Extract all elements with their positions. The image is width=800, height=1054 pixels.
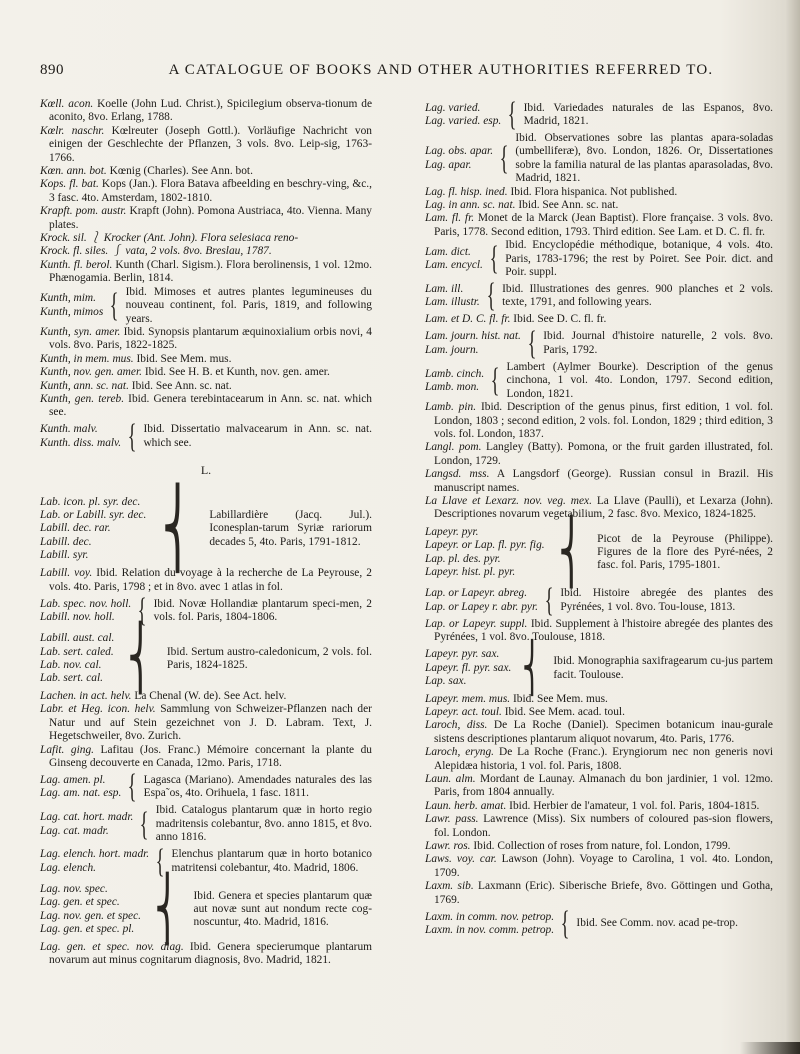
catalogue-entry — [425, 800, 773, 813]
abbreviation: Lapeyr. hist. pl. pyr. — [425, 566, 516, 579]
catalogue-entry — [40, 205, 372, 232]
abbreviation: Kunth, in mem. mus. — [40, 352, 134, 365]
catalogue-entry-group — [425, 324, 773, 362]
abbreviation: Lam. ill. — [425, 283, 464, 296]
catalogue-entry-group — [425, 239, 773, 279]
entry-description: Ibid. Collection of roses from nature, fol. London, 1799. — [470, 840, 731, 853]
catalogue-entry-group — [40, 417, 372, 455]
abbreviation: Lap. or Lapey r. abr. pyr. — [425, 600, 538, 613]
catalogue-entry — [425, 840, 773, 853]
entry-description: Ibid. Encyclopédie méthodique, botanique, 4 vols. 4to. Paris, 1783-1796; the rest by Poiret. See Poir. dict. and Poir. suppl. — [505, 239, 773, 279]
abbreviation: Lag. obs. apar. — [425, 145, 494, 158]
entry-description: A Langsdorf (George). Russian consul in Brazil. His manuscript names. — [434, 468, 773, 494]
entry-description: Lawrence (Miss). Six numbers of coloured pas-sion flowers, fol. London. — [434, 813, 773, 839]
catalogue-entry — [40, 125, 372, 165]
abbreviation: Laun. herb. amat. — [425, 799, 507, 812]
abbreviation-list — [40, 774, 121, 801]
catalogue-entry — [40, 245, 372, 258]
brace-glyph: { — [155, 842, 165, 880]
catalogue-entry-group — [425, 641, 773, 695]
entry-description: Ibid. Herbier de l'amateur, 1 vol. fol. Paris, 1804-1815. — [506, 799, 760, 812]
abbreviation: Kœll. acon. — [40, 98, 94, 110]
catalogue-entry — [425, 693, 773, 706]
catalogue-entry-group — [425, 98, 773, 132]
entry-description: Ibid. Variedades naturales de las Espanos, 8vo. Madrid, 1821. — [523, 101, 773, 127]
abbreviation: Langl. pom. — [425, 441, 482, 454]
abbreviation: Kunth, nov. gen. amer. — [40, 366, 142, 379]
entry-description: Ibid. Illustrationes des genres. 900 planches et 2 vols. texte, 1791, and following years. — [502, 283, 773, 309]
abbreviation: Kunth, ann. sc. nat. — [40, 379, 129, 392]
abbreviation-list — [40, 632, 114, 686]
abbreviation-list — [40, 292, 103, 319]
brace-glyph: { — [527, 324, 537, 362]
brace-glyph: { — [140, 805, 150, 843]
entry-description: De La Roche (Franc.). Eryngiorum nec non generis novi Alepidæa historia, 1 vol. fol. Paris, 1808. — [434, 746, 774, 772]
entry-description: Lafitau (Jos. Franc.) Mémoire concernant la plante du Ginseng decouverte en Canada, 12mo. Paris, 1718. — [49, 743, 372, 769]
catalogue-entry — [40, 232, 372, 245]
entry-description: Ibid. Sertum austro-caledonicum, 2 vols. fol. Paris, 1824-1825. — [166, 645, 372, 671]
entry-description: La Llave (Paulli), et Lexarza (John). Descriptiones novarum vegetabilium, 2 fasc. 8vo. Mexico, 1824-1825. — [434, 494, 773, 521]
abbreviation: Kunth, syn. amer. — [40, 325, 121, 338]
abbreviation: Laroch, eryng. — [425, 746, 495, 759]
catalogue-entry-group — [425, 132, 773, 186]
brace-glyph: ⎨ — [558, 518, 584, 587]
abbreviation: Lab. spec. nov. holl. — [40, 597, 132, 610]
abbreviation: Lag. am. nat. esp. — [40, 787, 122, 800]
brace-glyph: { — [560, 905, 570, 943]
abbreviation: Lag. nov. gen. et spec. — [40, 909, 142, 922]
brace-glyph: { — [490, 361, 500, 399]
abbreviation-list — [40, 848, 149, 875]
catalogue-entry — [40, 178, 372, 205]
brace-glyph: { — [507, 96, 517, 133]
entry-description: Ibid. Observationes sobre las plantas apara-soladas (umbelliferæ), 8vo. London, 1826. Or, Dissertationes sobre la familia natural de las plantas aparasoladas, 8vo. Madrid, 1821. — [515, 132, 773, 185]
abbreviation: Lam. encycl. — [425, 259, 483, 272]
brace-glyph: { — [127, 417, 137, 455]
catalogue-entry — [425, 618, 773, 645]
entry-description: Ibid. See Comm. nov. acad pe-trop. — [576, 917, 738, 930]
brace-glyph: { — [499, 139, 509, 177]
entry-description: Ibid. Flora hispanica. Not published. — [507, 185, 678, 198]
abbreviation-list — [40, 598, 131, 625]
entry-description: Ibid. Mimoses et autres plantes legumineuses du nouveau continent, fol. Paris, 1819, and following years. — [125, 285, 372, 325]
abbreviation: Lap. pl. des. pyr. — [425, 552, 501, 565]
catalogue-entry-group — [40, 875, 372, 944]
abbreviation: Lab. or Labill. syr. dec. — [40, 509, 147, 522]
abbreviation-list — [425, 911, 554, 938]
abbreviation: Lag. cat. madr. — [40, 824, 109, 837]
abbreviation: Lam. et D. C. fl. fr. — [425, 313, 511, 326]
abbreviation: Lamb. cinch. — [425, 367, 485, 380]
entry-description: Ibid. Genera specierumque plantarum novarum aut minus cognitarum diagnosis, 8vo. Madrid, 1821. — [49, 940, 372, 967]
abbreviation: Labill. syr. — [40, 549, 89, 562]
page-header — [40, 62, 752, 86]
catalogue-entry — [425, 813, 773, 840]
catalogue-entry — [425, 441, 773, 468]
entry-description: Ibid. Novæ Hollandiæ plantarum speci-men, 2 vols. fol. Paris, 1804-1806. — [153, 597, 372, 623]
abbreviation: Lamb. pin. — [425, 401, 477, 414]
entry-description: Ibid. Catalogus plantarum quæ in horto regio madritensis colebantur, 8vo. anno 1815, et 8vo. anno 1816. — [155, 804, 372, 844]
catalogue-entry-group — [40, 591, 372, 629]
entry-description: Kops (Jan.). Flora Batava afbeelding en beschry-ving, &c., 3 fasc. 4to. Amsterdam, 1802-1810. — [49, 178, 373, 204]
catalogue-entry-group — [425, 361, 773, 401]
entry-description: Ibid. See H. B. et Kunth, nov. gen. amer. — [141, 366, 330, 379]
abbreviation: Labill. aust. cal. — [40, 632, 115, 645]
catalogue-entry-group — [425, 907, 773, 941]
abbreviation: Lawr. ros. — [425, 840, 471, 853]
entry-description: Koelle (John Lud. Christ.), Spicilegium observa-tionum de aconito, 8vo. Erlang, 1788. — [49, 98, 373, 124]
abbreviation: Laws. voy. car. — [425, 853, 497, 866]
catalogue-entry-group — [425, 279, 773, 313]
brace-glyph: ⎨ — [154, 875, 181, 944]
catalogue-entry — [425, 719, 773, 746]
brace-glyph: { — [486, 277, 496, 315]
catalogue-entry — [425, 401, 773, 441]
abbreviation: Lag. elench. hort. madr. — [40, 848, 150, 861]
abbreviation: Laxm. sib. — [425, 880, 474, 893]
entry-description: Lagasca (Mariano). Amendades naturales des las Espa˜os, 4to. Orihuela, 1 fasc. 1811. — [143, 774, 372, 800]
catalogue-entry — [425, 706, 773, 719]
abbreviation: Lag. cat. hort. madr. — [40, 811, 134, 824]
abbreviation-list — [425, 246, 483, 273]
section-letter: L. — [200, 462, 212, 477]
abbreviation: Lag. gen. et spec. pl. — [40, 923, 135, 936]
catalogue-entry-group — [40, 624, 372, 693]
entry-description: Ibid. Supplement à l'histoire abregée des plantes des Pyrénées, 1 vol. 8vo. Toulouse, 1818. — [434, 617, 773, 644]
running-title: A CATALOGUE OF BOOKS AND OTHER AUTHORITIES REFERRED TO. — [168, 62, 714, 78]
abbreviation: Langsd. mss. — [425, 468, 490, 481]
abbreviation: Lab. icon. pl. syr. dec. — [40, 495, 141, 508]
entry-description: Ibid. See Mem. mus. — [133, 352, 232, 365]
abbreviation: Kunth, gen. tereb. — [40, 392, 125, 405]
abbreviation: Kops. fl. bat. — [40, 178, 99, 191]
abbreviation: Kœlr. naschr. — [40, 124, 105, 137]
catalogue-entry — [40, 690, 372, 703]
abbreviation: Lab. nov. cal. — [40, 658, 102, 671]
abbreviation: Lam. journ. hist. nat. — [425, 330, 521, 343]
abbreviation-list — [425, 526, 545, 580]
brace-glyph: { — [109, 286, 119, 324]
abbreviation-list — [40, 423, 121, 450]
abbreviation: Lafit. ging. — [40, 743, 94, 756]
catalogue-entry — [40, 165, 372, 178]
right-column — [425, 98, 773, 941]
catalogue-entry — [40, 393, 372, 420]
entry-description: Laxmann (Eric). Siberische Briefe, 8vo. Göttingen und Gotha, 1769. — [434, 880, 774, 906]
entry-description: Ibid. See Ann. sc. nat. — [515, 199, 619, 212]
abbreviation: Lag. varied. — [425, 101, 481, 114]
entry-description: Ibid. Genera terebintacearum in Ann. sc. nat. which see. — [49, 392, 372, 419]
abbreviation: Lag. gen. et spec. — [40, 896, 120, 909]
adjacent-page-edge — [786, 0, 800, 1054]
catalogue-entry — [40, 744, 372, 771]
entry-description: Ibid. Synopsis plantarum æquinoxialium orbis novi, 4 vols. 8vo. Paris, 1822-1825. — [49, 325, 373, 352]
abbreviation: Krapft. pom. austr. — [40, 205, 127, 218]
abbreviation: Labill. dec. — [40, 535, 92, 548]
abbreviation: Lawr. pass. — [425, 813, 479, 826]
abbreviation: Lam. journ. — [425, 343, 479, 356]
abbreviation: Laxm. in comm. nov. petrop. — [425, 910, 555, 923]
catalogue-entry — [425, 880, 773, 907]
catalogue-entry — [40, 567, 372, 594]
catalogue-entry — [40, 703, 372, 743]
abbreviation: Labill. nov. holl. — [40, 610, 115, 623]
catalogue-entry — [40, 326, 372, 353]
abbreviation: Lapeyr. act. toul. — [425, 705, 502, 718]
page-shadow — [740, 1042, 800, 1054]
abbreviation: Lag. elench. — [40, 861, 96, 874]
abbreviation: Lag. fl. hisp. ined. — [425, 185, 508, 198]
page-number: 890 — [40, 62, 64, 78]
catalogue-entry-group — [40, 286, 372, 326]
abbreviation: Lamb. mon. — [425, 380, 480, 393]
abbreviation: Kunth, mim. — [40, 292, 97, 305]
entry-description: Sammlung von Schweizer-Pflanzen nach der Natur und auf Stein gezeichnet von J. D. Labram. Text, J. Hegetschweiler, 8vo. Zurich. — [49, 703, 372, 743]
entry-description: Ibid. See Mem. acad. toul. — [501, 705, 625, 718]
catalogue-entry — [40, 259, 372, 286]
entry-description: Ibid. Journal d'histoire naturelle, 2 vols. 8vo. Paris, 1792. — [543, 330, 773, 356]
entry-description: Ibid. See D. C. fl. fr. — [510, 313, 607, 326]
entry-description: Ibid. Histoire abregée des plantes des Pyrénées, 1 vol. 8vo. Tou-louse, 1813. — [560, 587, 773, 613]
catalogue-entry — [40, 353, 372, 366]
abbreviation: Labill. voy. — [40, 567, 93, 580]
abbreviation: Lag. varied. esp. — [425, 115, 502, 127]
abbreviation: Lachen. in act. helv. — [40, 689, 132, 702]
abbreviation-list — [425, 648, 511, 688]
abbreviation: Lag. amen. pl. — [40, 774, 106, 786]
abbreviation-list — [40, 496, 146, 563]
entry-description: Ibid. Description of the genus pinus, first edition, 1 vol. fol. London, 1803 ; second edition, 2 vols. fol. London, 1829 ; third edition, 3 vols. fol. London, 1837. — [434, 401, 773, 440]
entry-description: Ibid. Dissertatio malvacearum in Ann. sc. nat. which see. — [143, 423, 372, 449]
catalogue-entry — [425, 495, 773, 522]
abbreviation: Laroch, diss. — [425, 719, 488, 732]
abbreviation: Lapeyr. or Lap. fl. pyr. fig. — [425, 539, 545, 552]
entry-description: Lambert (Aylmer Bourke). Description of the genus cinchona, 1 vol. 4to. London, 1797. Second edition, London, 1821. — [506, 360, 773, 400]
catalogue-entry — [425, 746, 773, 773]
catalogue-entry — [40, 366, 372, 379]
abbreviation: Kunth. fl. berol. — [40, 258, 113, 271]
abbreviation: Labill. dec. rar. — [40, 522, 111, 535]
entry-description: Ibid. Genera et species plantarum quæ aut novæ sunt aut nondum recte cog-noscuntur, 4to. Madrid, 1816. — [193, 889, 372, 929]
catalogue-entry — [425, 199, 773, 212]
abbreviation: Lapeyr. pyr. — [425, 525, 479, 538]
catalogue-entry — [40, 98, 372, 125]
abbreviation: Krock. sil. ⎱ Krocker (Ant. John). Flora selesiaca reno- — [40, 232, 299, 245]
abbreviation: Laxm. in nov. comm. petrop. — [425, 924, 555, 937]
abbreviation-list — [425, 368, 484, 395]
abbreviation: Lab. sert. cal. — [40, 672, 103, 685]
catalogue-entry-group — [425, 518, 773, 587]
abbreviation: Kunth. diss. malv. — [40, 436, 122, 449]
entry-description: Picot de la Peyrouse (Philippe). Figures de la flore des Pyré-nées, 2 fasc. fol. Paris, 1795-1801. — [597, 532, 773, 572]
brace-glyph: { — [489, 240, 499, 278]
abbreviation: Lab. sert. caled. — [40, 645, 114, 658]
catalogue-entry-group — [40, 842, 372, 880]
brace-glyph: ⎨ — [162, 487, 194, 572]
brace-glyph: ⎨ — [127, 624, 154, 693]
abbreviation-list — [40, 883, 141, 937]
abbreviation: Lag. gen. et spec. nov. diag. — [40, 940, 184, 953]
entry-description: De La Roche (Daniel). Specimen botanicum inau-gurale sistens descriptiones plantarum aliquot novarum, 4to. Paris, 1776. — [434, 719, 773, 745]
catalogue-entry-group — [40, 804, 372, 844]
left-column — [40, 98, 372, 967]
catalogue-entry — [425, 468, 773, 495]
abbreviation: Lam. illustr. — [425, 296, 480, 309]
entry-description: Ibid. See Mem. mus. — [510, 692, 608, 705]
abbreviation-list — [40, 811, 133, 838]
abbreviation: Lap. or Lapeyr. suppl. — [425, 617, 528, 630]
abbreviation: Lag. apar. — [425, 158, 472, 171]
abbreviation: La Llave et Lexarz. nov. veg. mex. — [425, 494, 592, 507]
catalogue-entry — [425, 773, 773, 800]
catalogue-entry-group — [40, 770, 372, 804]
entry-description: Kœlreuter (Joseph Gottl.). Vorläufige Nachricht von einigen der Geschlechte der Pflanzen, 3 vols. 8vo. Leip-sig, 1763-1766. — [49, 124, 372, 164]
abbreviation: Kœn. ann. bot. — [40, 165, 107, 178]
abbreviation: Kunth. malv. — [40, 423, 98, 436]
abbreviation: Krock. fl. siles. ⎰ vata, 2 vols. 8vo. Breslau, 1787. — [40, 245, 272, 258]
abbreviation-list — [425, 145, 493, 172]
catalogue-entry-group — [40, 487, 372, 572]
brace-glyph: { — [128, 768, 137, 806]
brace-glyph: ⎨ — [522, 641, 543, 695]
catalogue-entry — [425, 186, 773, 199]
entry-description: Ibid. See Ann. sc. nat. — [128, 379, 232, 392]
abbreviation-list — [425, 102, 501, 129]
abbreviation-list — [425, 283, 480, 310]
abbreviation: Laun. alm. — [425, 773, 476, 785]
catalogue-entry — [40, 941, 372, 968]
entry-description: Elenchus plantarum quæ in horto botanico matritensi colebantur, 4to. Madrid, 1806. — [171, 848, 372, 874]
abbreviation: Lag. nov. spec. — [40, 882, 108, 895]
entry-description: Lawson (John). Voyage to Carolina, 1 vol. 4to. London, 1709. — [434, 853, 773, 879]
abbreviation: Lapeyr. pyr. sax. — [425, 648, 500, 661]
entry-description: Kunth (Charl. Sigism.). Flora berolinensis, 1 vol. 12mo. Phænogamia. Berlin, 1814. — [49, 258, 372, 285]
entry-description: Mordant de Launay. Almanach du bon jardinier, 1 vol. 12mo. Paris, from 1804 annually. — [434, 773, 773, 799]
abbreviation: Lap. sax. — [425, 675, 467, 688]
abbreviation: Lapeyr. fl. pyr. sax. — [425, 661, 512, 674]
abbreviation: Lam. fl. fr. — [425, 212, 475, 225]
entry-description: Krapft (John). Pomona Austriaca, 4to. Vienna. Many plates. — [49, 205, 373, 231]
entry-description: Langley (Batty). Pomona, or the fruit garden illustrated, fol. London, 1729. — [434, 441, 774, 467]
entry-description: Labillardière (Jacq. Jul.). Iconesplan-tarum Syriæ rariorum decades 5, 4to. Paris, 1791-1812. — [209, 509, 372, 548]
catalogue-entry — [425, 212, 773, 239]
catalogue-entry-group — [425, 581, 773, 619]
abbreviation: Lap. or Lapeyr. abreg. — [425, 587, 528, 600]
abbreviation-list — [425, 330, 521, 357]
catalogue-entry — [40, 380, 372, 393]
catalogue-entry — [425, 853, 773, 880]
abbreviation: Lam. dict. — [425, 245, 471, 258]
abbreviation: Lag. in ann. sc. nat. — [425, 199, 516, 212]
brace-glyph: { — [137, 591, 147, 629]
abbreviation-list — [425, 587, 538, 614]
brace-glyph: { — [544, 581, 554, 619]
catalogue-entry — [425, 313, 773, 326]
abbreviation: Labr. et Heg. icon. helv. — [40, 703, 156, 716]
abbreviation: Lapeyr. mem. mus. — [425, 692, 511, 705]
entry-description: Kœnig (Charles). See Ann. bot. — [106, 165, 253, 178]
entry-description: La Chenal (W. de). See Act. helv. — [131, 689, 287, 702]
abbreviation: Kunth, mimos — [40, 305, 104, 318]
entry-description: Ibid. Monographia saxifragearum cu-jus partem facit. Toulouse. — [553, 655, 773, 681]
entry-description: Monet de la Marck (Jean Baptist). Flore française. 3 vols. 8vo. Paris, 1778. Second edition, 1793. Third edition. See Lam. et D. C. fl. fr. — [434, 212, 773, 238]
entry-description: Ibid. Relation du voyage à la recherche de La Peyrouse, 2 vols. 4to. Paris, 1798 ; et in 8vo. avec 1 atlas in fol. — [49, 567, 372, 593]
